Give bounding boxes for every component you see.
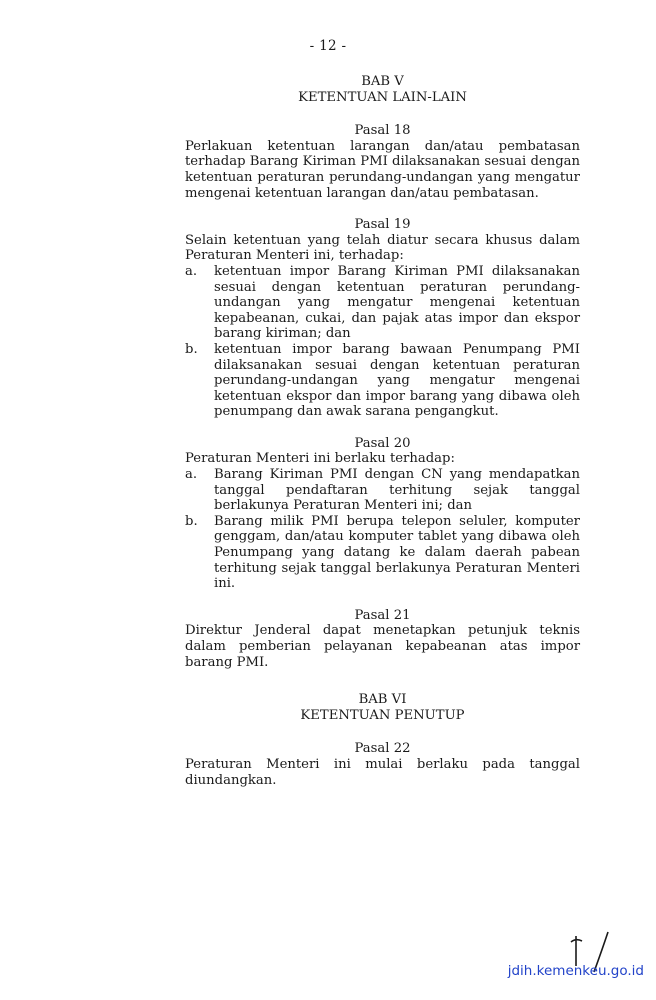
list-marker: a. [185, 263, 198, 279]
article-list [185, 264, 580, 420]
article-text: Direktur Jenderal dapat menetapkan petunjuk teknis dalam pemberian pelayanan kepabeanan atas impor barang PMI. [185, 623, 580, 670]
article-intro: Selain ketentuan yang telah diatur secara khusus dalam Peraturan Menteri ini, terhadap: [185, 232, 580, 264]
article-18 [185, 123, 580, 201]
chapter-title: KETENTUAN PENUTUP [300, 707, 465, 723]
article-22 [185, 741, 580, 788]
list-item [185, 264, 580, 342]
list-marker: b. [185, 513, 198, 529]
article-heading: Pasal 22 [354, 741, 411, 757]
article-heading: Pasal 18 [354, 123, 411, 139]
list-item-text: Barang Kiriman PMI dengan CN yang mendapatkan tanggal pendaftaran terhitung sejak tanggal berlakunya Peraturan Menteri ini; dan [214, 467, 580, 514]
document-body [185, 74, 580, 804]
article-19 [185, 217, 580, 420]
list-item-text: ketentuan impor barang bawaan Penumpang PMI dilaksanakan sesuai dengan ketentuan peraturan perundang-undangan yang mengatur mengenai ketentuan ekspor dan impor barang yang dibawa oleh penumpang dan awak sarana pengangkut. [214, 341, 580, 420]
list-item [185, 342, 580, 420]
article-intro: Peraturan Menteri ini berlaku terhadap: [185, 451, 455, 467]
chapter-title: KETENTUAN LAIN-LAIN [298, 89, 467, 105]
article-heading: Pasal 21 [354, 607, 411, 623]
list-marker: b. [185, 341, 198, 357]
list-marker: a. [185, 467, 198, 483]
article-21 [185, 608, 580, 670]
list-item-text: ketentuan impor Barang Kiriman PMI dilaksanakan sesuai dengan ketentuan peraturan perundang-undangan yang mengatur mengenai ketentuan kepabeanan, cukai, dan pajak atas impor dan ekspor barang kiriman; dan [214, 263, 580, 342]
list-item [185, 467, 580, 514]
article-text: Perlakuan ketentuan larangan dan/atau pembatasan terhadap Barang Kiriman PMI dilaksanakan sesuai dengan ketentuan peraturan perundang-undangan yang mengatur mengenai ketentuan larangan dan/atau pembatasan. [185, 138, 580, 201]
list-item-text: Barang milik PMI berupa telepon seluler, komputer genggam, dan/atau komputer tablet yang dibawa oleh Penumpang yang datang ke dalam daerah pabean terhitung sejak tanggal berlakunya Peraturan Menteri ini. [214, 513, 580, 592]
page-number: - 12 - [309, 38, 347, 54]
website-watermark: jdih.kemenkeu.go.id [507, 963, 644, 979]
chapter-number: BAB V [361, 74, 404, 89]
list-item [185, 514, 580, 592]
article-heading: Pasal 20 [354, 435, 411, 451]
article-heading: Pasal 19 [354, 217, 411, 233]
article-20 [185, 436, 580, 592]
article-text: Peraturan Menteri ini mulai berlaku pada tanggal diundangkan. [185, 756, 580, 788]
article-list [185, 467, 580, 592]
chapter-number: BAB VI [358, 692, 407, 708]
